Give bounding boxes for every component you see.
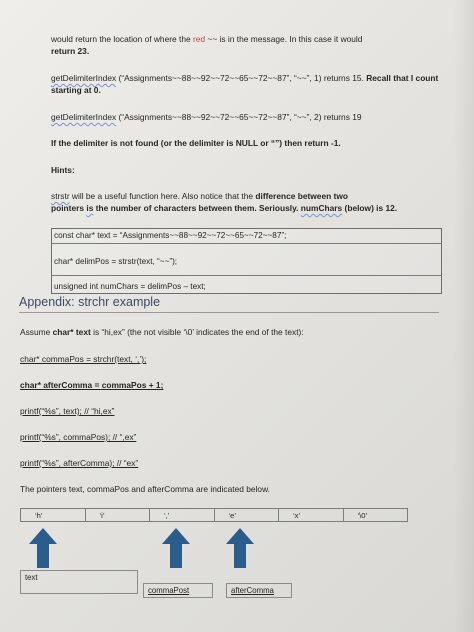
text-label-box: text [20,570,138,594]
char-cell: ‘\0’ [357,511,368,520]
divider [19,312,439,313]
text-line: The pointers text, commaPos and afterComma are indicated below. [20,484,270,494]
appendix-heading: Appendix: strchr example [19,295,161,309]
char-cell: ‘,’ [150,509,215,521]
text-line: starting at 0. [51,85,101,95]
up-arrow-icon [162,528,190,568]
up-arrow-icon [29,528,57,568]
char-array [20,508,408,522]
red-word: red [193,34,206,44]
char-cell: ‘x’ [279,509,344,521]
code-box [51,228,442,294]
code-line: unsigned int numChars = delimPos – text; [54,282,206,291]
char-cell: ‘h’ [21,509,86,521]
code-line: char* commaPos = strchr(text, ‘,’); [20,354,147,364]
aftercomma-label-box: afterComma [226,583,292,598]
code-line: printf(“%s”, afterComma); // “ex” [20,458,139,468]
text-line: pointers is the number of characters between them. Seriously. numChars (below) is 12. [51,203,398,213]
hints-heading: Hints: [51,165,75,175]
text-line: getDelimiterIndex (“Assignments~~88~~92~~72~~65~~72~~87”, “~~”, 2) returns 19 [51,112,362,122]
code-line: printf(“%s”, commaPos); // “,ex” [20,432,137,442]
code-line: const char* text = “Assignments~~88~~92~~72~~65~~72~~87”; [54,231,287,240]
code-line: char* delimPos = strstr(text, “~~”); [54,257,178,266]
char-cell: ‘i’ [86,509,151,521]
commapos-label-box: commaPost [143,583,213,598]
text-line: getDelimiterIndex (“Assignments~~88~~92~~72~~65~~72~~87”, “~~”, 1) returns 15. Recall that I count [51,73,439,83]
code-line: printf(“%s”, text); // “hi,ex” [20,406,115,416]
text-line: If the delimiter is not found (or the delimiter is NULL or “”) then return -1. [51,138,341,148]
text-line: strstr will be a useful function here. Also notice that the difference between two [51,191,348,201]
text-line: would return the location of where the red ~~ is in the message. In this case it would [51,34,363,44]
divider [52,275,441,276]
char-cell: ‘e’ [215,509,280,521]
divider [52,243,441,244]
up-arrow-icon [226,528,254,568]
code-line: char* afterComma = commaPos + 1; [20,380,164,390]
text-line: return 23. [51,46,90,56]
text-line: Assume char* text is “hi,ex” (the not visible ‘\0’ indicates the end of the text): [20,327,304,337]
